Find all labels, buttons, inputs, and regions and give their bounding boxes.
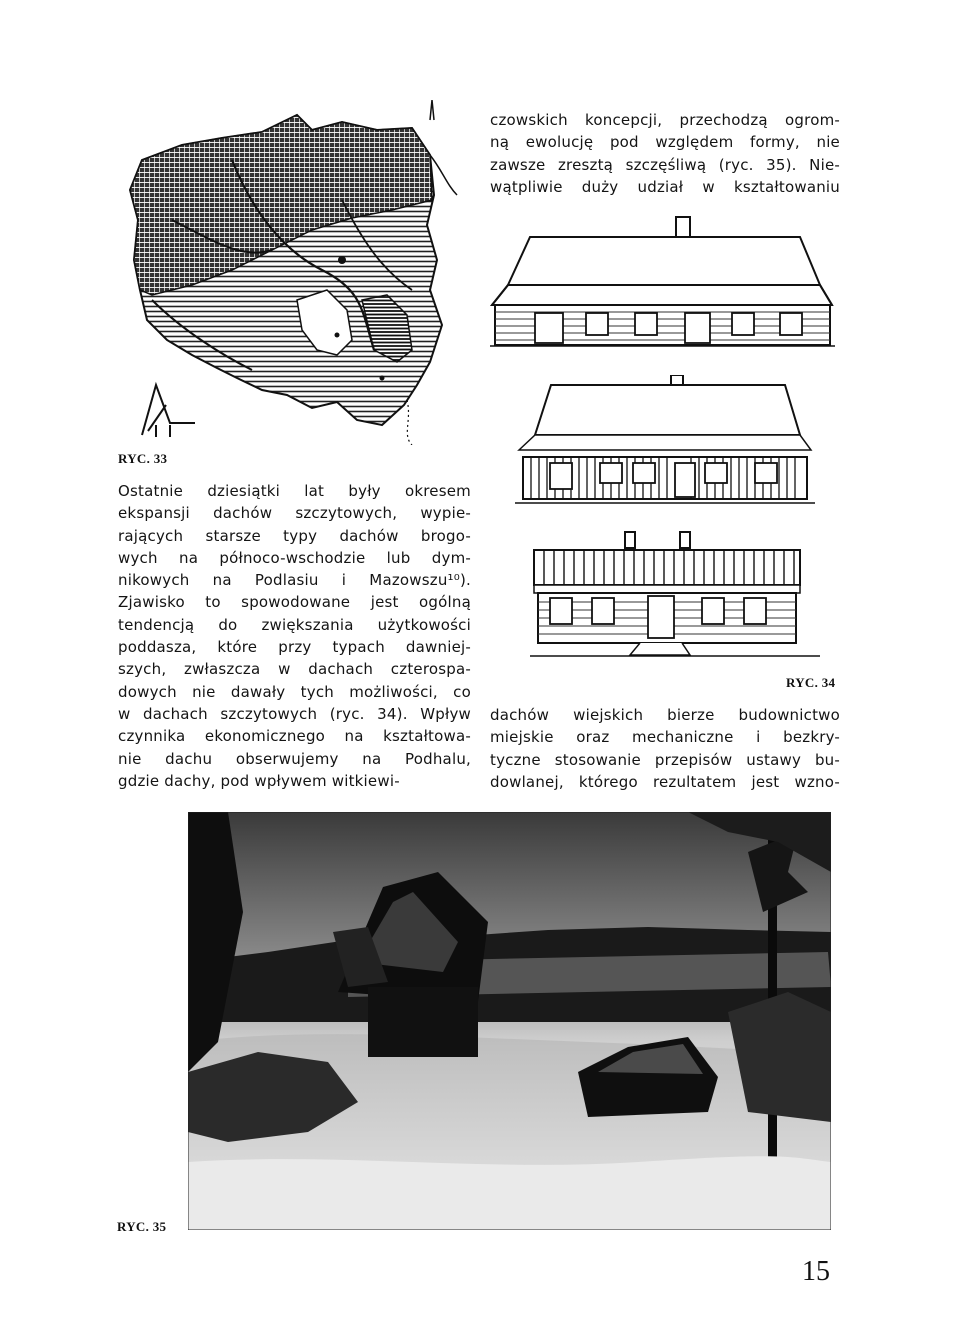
text-line: zawsze zresztą szczęśliwą (ryc. 35). Nie- [490,155,840,174]
right-column-top-text [490,109,840,198]
text-line: czowskich koncepcji, przechodzą ogrom- [490,111,840,129]
text-line: nie dachu obserwujemy na Podhalu, [118,749,471,768]
page-number: 15 [802,1256,830,1287]
text-line: wątpliwie duży udział w kształtowaniu [490,177,840,196]
figure-35-photo [188,812,831,1230]
text-line: dowych nie dawały tych możliwości, co [118,682,471,701]
text-line: gdzie dachy, pod wpływem witkiewi- [118,771,400,790]
figure-34-caption: RYC. 34 [786,675,836,690]
figure-35-caption: RYC. 35 [117,1219,167,1234]
text-line: w dachach szczytowych (ryc. 34). Wpływ [118,704,471,723]
text-line: tyczne stosowanie przepisów ustawy bu- [490,750,840,769]
text-line: nikowych na Podlasiu i Mazowszu¹⁰). [118,571,471,590]
left-column-text [118,480,471,792]
text-line: rających starsze typy dachów brogo- [118,526,471,545]
text-line: ekspansji dachów szczytowych, wypie- [118,504,471,523]
text-line: wych na północo-wschodzie lub dym- [118,548,471,567]
figure-34-house-top [490,215,835,350]
right-column-bottom-text [490,704,840,793]
figure-34-house-middle [515,375,815,510]
figure-33-caption: RYC. 33 [118,451,168,466]
text-line: dachów wiejskich bierze budownictwo [490,706,840,724]
text-line: tendencją do zwiększania użytkowości [118,615,471,634]
text-line: dowlanej, którego rezultatem jest wzno- [490,772,840,791]
figure-34-house-bottom [530,530,820,660]
text-line: Ostatnie dziesiątki lat były okresem [118,482,471,500]
text-line: szych, zwłaszcza w dachach czterospa- [118,660,471,679]
figure-33-map [112,100,462,445]
text-line: miejskie oraz mechaniczne i bezkry- [490,728,840,747]
text-line: Zjawisko to spowodowane jest ogólną [118,593,471,612]
text-line: czynnika ekonomicznego na kształtowa- [118,727,471,746]
text-line: poddasza, które przy typach dawniej- [118,638,471,657]
text-line: ną ewolucję pod względem formy, nie [490,133,840,152]
